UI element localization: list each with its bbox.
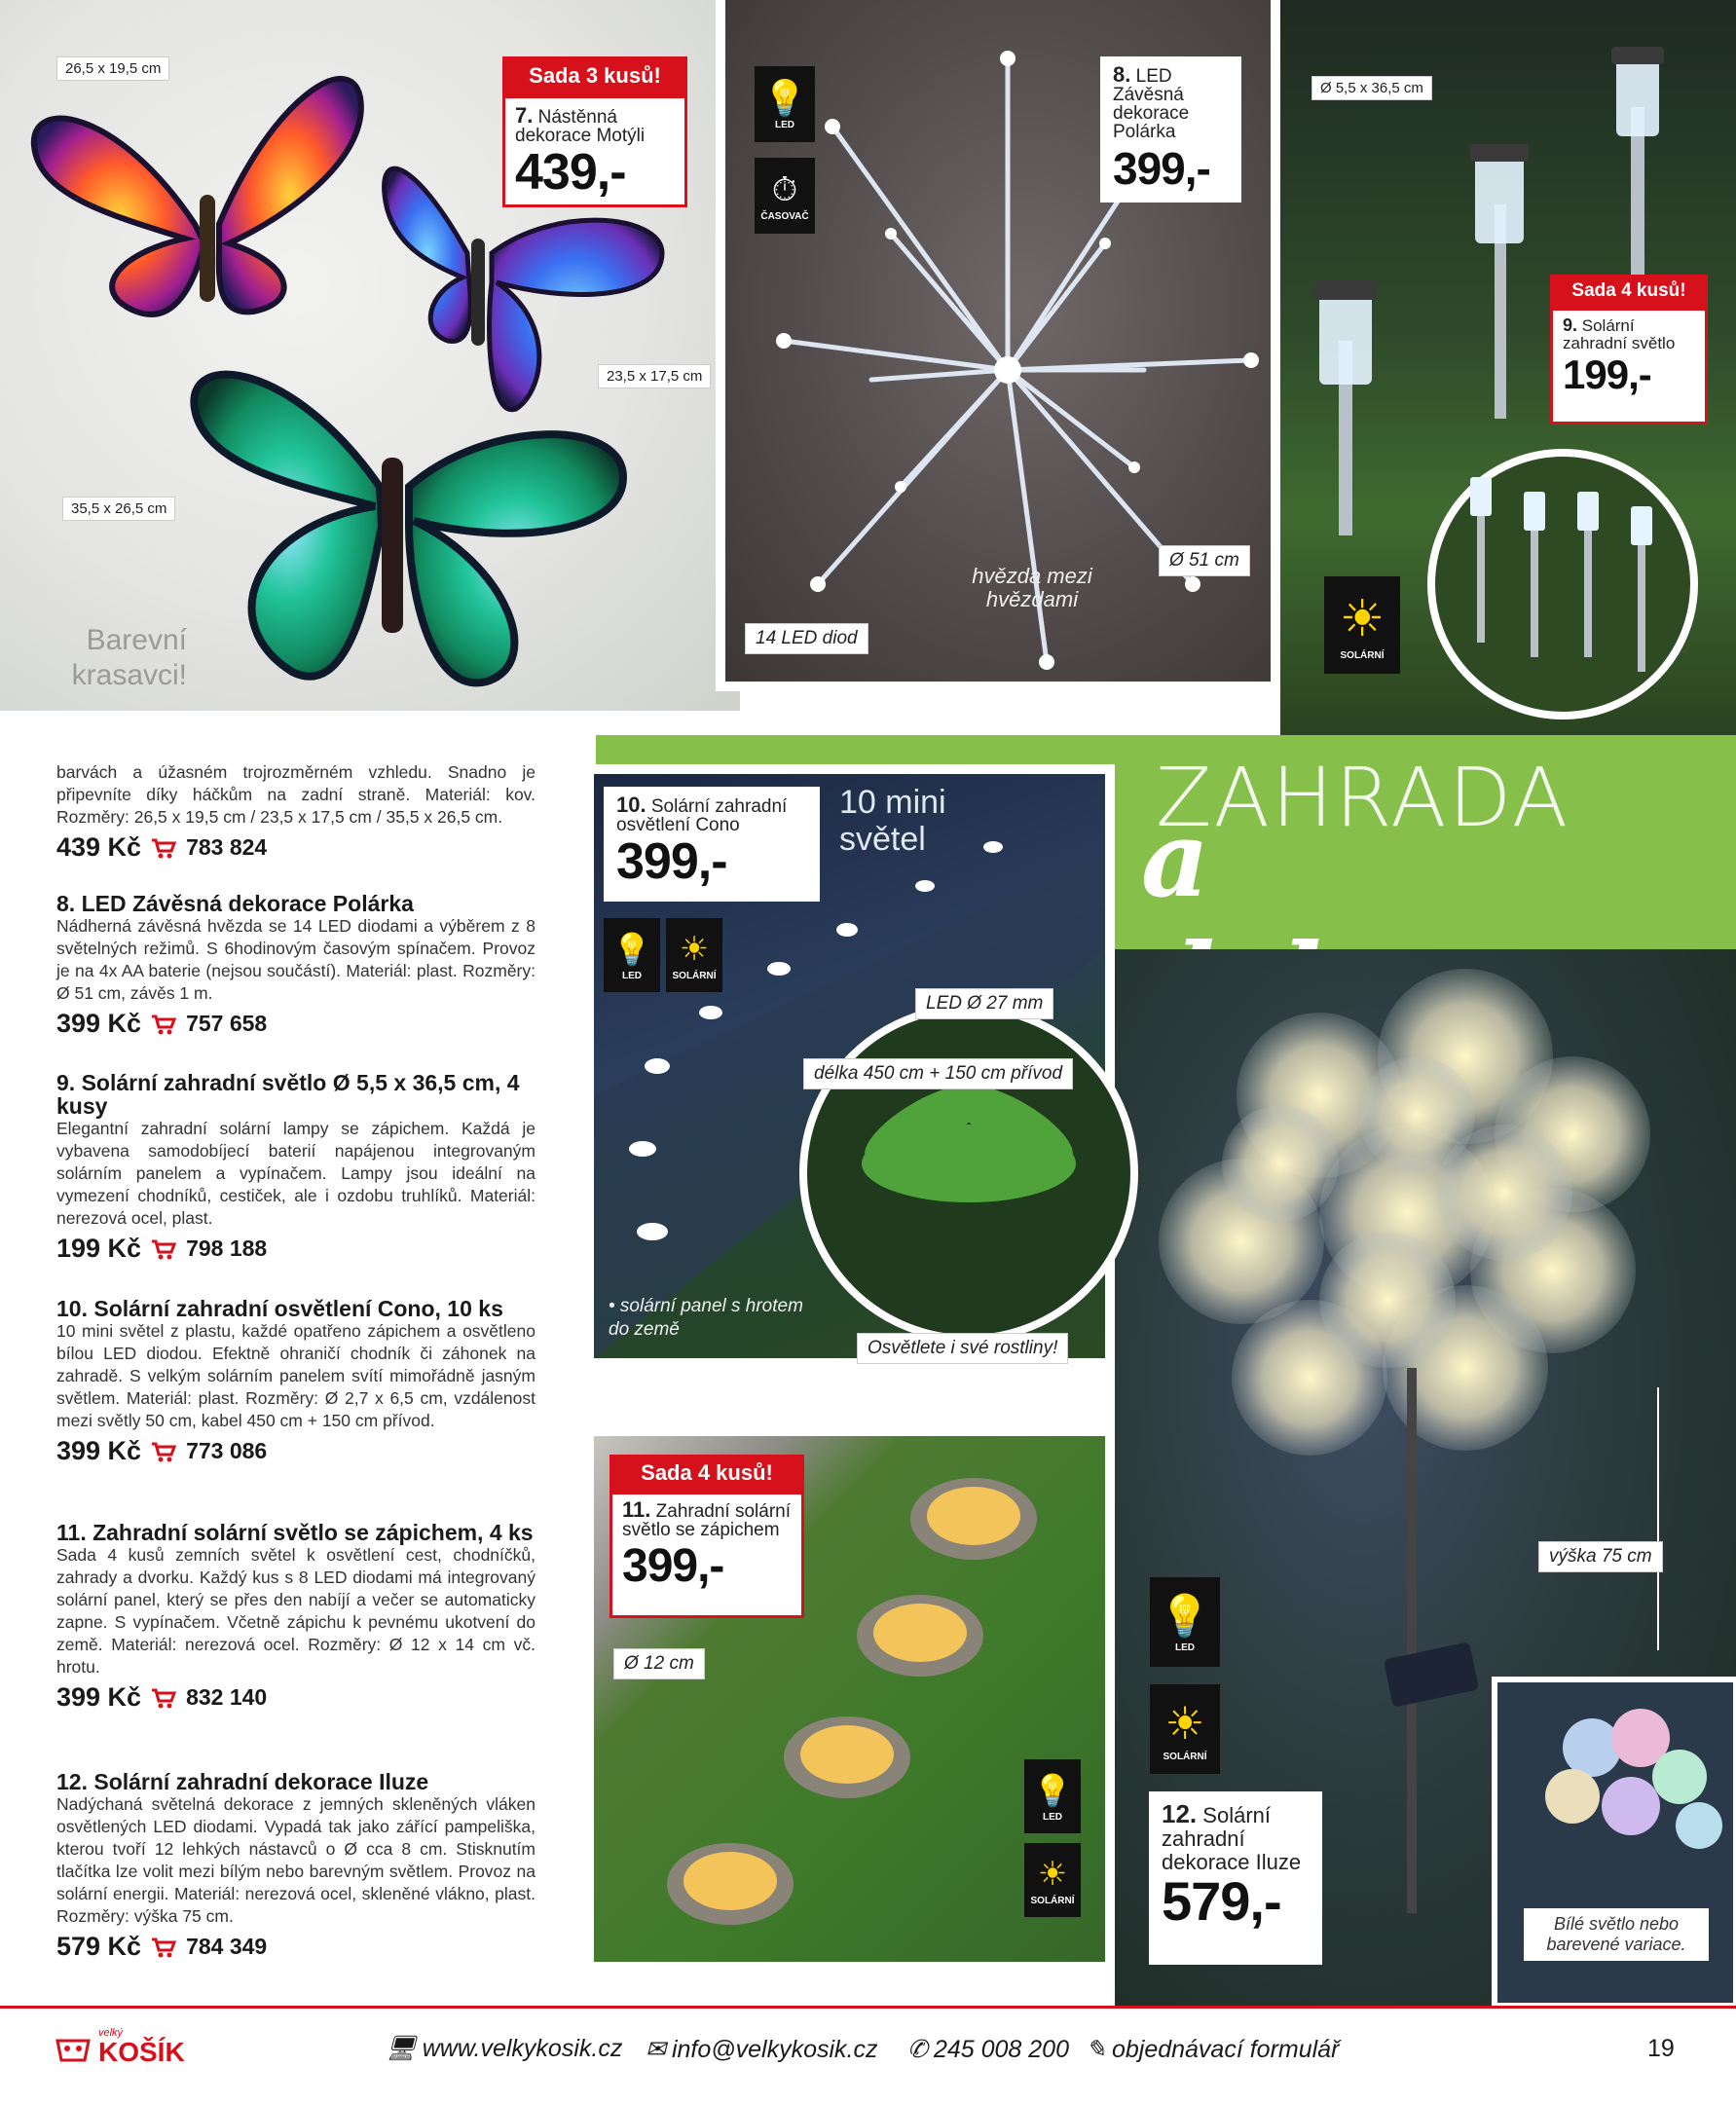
entry-title: 11. Zahradní solární světlo se zápichem, 4 ks — [56, 1520, 534, 1545]
length-tag-10: délka 450 cm + 150 cm přívod — [803, 1058, 1073, 1089]
product-number: 8. — [1113, 62, 1131, 87]
entry-price: 439 Kč — [56, 832, 142, 862]
footer-web[interactable] — [386, 2035, 622, 2063]
set-banner-7: Sada 3 kusů! — [502, 56, 687, 95]
entry-code: 783 824 — [186, 834, 268, 860]
email-link[interactable]: info@velkykosik.cz — [671, 2035, 878, 2063]
entry-code: 773 086 — [186, 1438, 268, 1463]
solar-badge-10: ☀ SOLÁRNÍ — [666, 918, 722, 992]
product-price: 439,- — [515, 144, 626, 201]
catalog-entry-10 — [56, 1297, 536, 1466]
led-badge-11: 💡 LED — [1024, 1759, 1081, 1833]
entry-price-row — [56, 1234, 536, 1264]
entry-price: 199 Kč — [56, 1234, 142, 1263]
price-box-12 — [1149, 1791, 1322, 1965]
product-name: LED Závěsná dekorace Polárka — [1113, 66, 1190, 142]
entry-title: 10. Solární zahradní osvětlení Cono, 10 ks — [56, 1296, 503, 1321]
catalog-entry-8 — [56, 892, 536, 1039]
basket-logo-icon — [54, 2027, 92, 2066]
footer-phone[interactable] — [907, 2035, 1069, 2064]
timer-badge-8: ⏱ ČASOVAČ — [755, 158, 815, 234]
product-name: Zahradní solární světlo se zápichem — [622, 1501, 792, 1540]
form-icon: ✎ — [1086, 2036, 1106, 2063]
solar-badge-9: ☀ SOLÁRNÍ — [1324, 576, 1400, 674]
size-tag-small: 26,5 x 19,5 cm — [56, 56, 169, 81]
entry-description: Elegantní zahradní solární lampy se zápichem. Každá je vybavena samodobíjecí baterií napájenou integrovaným solárním panelem a vypínačem. Lampy jsou ideální na vymezení chodníků, cestiček, ale i ozdobu truhlíků. Materiál: nerezová ocel, plast. — [56, 1119, 536, 1228]
cart-icon[interactable] — [151, 1687, 176, 1709]
product-number: 10. — [616, 793, 646, 817]
size-tag-medium: 23,5 x 17,5 cm — [598, 364, 711, 388]
phone-icon: ✆ — [907, 2036, 928, 2063]
sun-icon: ☀ — [1164, 1697, 1205, 1749]
product-price: 199,- — [1563, 351, 1651, 397]
section-title-line2: a — [1141, 798, 1209, 921]
product-name: Nástěnná dekorace Motýli — [515, 107, 646, 146]
product-name: Solární zahradní dekorace Iluze — [1162, 1803, 1302, 1874]
product-number: 12. — [1162, 1799, 1198, 1828]
entry-code: 798 188 — [186, 1236, 268, 1261]
size-tag-11: Ø 12 cm — [613, 1648, 705, 1679]
product-price: 399,- — [622, 1540, 724, 1592]
web-link[interactable]: www.velkykosik.cz — [422, 2035, 623, 2062]
cono-headline: 10 mini světel — [839, 784, 946, 858]
entry-price: 399 Kč — [56, 1009, 142, 1038]
catalog-entry-9 — [56, 1071, 536, 1264]
catalog-entry-7 — [56, 761, 536, 863]
product-number: 9. — [1563, 315, 1578, 335]
entry-description: barvách a úžasném trojrozměrném vzhledu. Snadno je připevníte díky háčkům na zadní straně. Materiál: kov. Rozměry: 26,5 x 19,5 cm / 23,5 x 17,5 cm / 35,5 x 26,5 cm. — [56, 762, 536, 827]
product-name: Solární zahradní osvětlení Cono — [616, 796, 788, 835]
page-number: 19 — [1647, 2035, 1675, 2062]
cart-icon[interactable] — [151, 1937, 176, 1958]
brand-logo[interactable] — [54, 2027, 185, 2066]
section-title-line1: ZAHRADA — [1156, 750, 1570, 845]
price-box-7 — [502, 95, 687, 207]
diameter-tag-8: Ø 51 cm — [1159, 545, 1250, 576]
monitor-icon: 🖥 — [386, 2035, 417, 2062]
cart-icon[interactable] — [151, 1238, 176, 1260]
logo-text: KOŠÍK — [98, 2036, 185, 2067]
sun-icon: ☀ — [1037, 1855, 1068, 1893]
sun-icon: ☀ — [679, 930, 710, 968]
cono-caption: • solární panel s hrotem do země — [609, 1296, 803, 1340]
product-number: 11. — [622, 1497, 651, 1522]
size-tag-large: 35,5 x 26,5 cm — [62, 497, 175, 521]
entry-description: 10 mini světel z plastu, každé opatřeno zápichem a osvětleno bílou LED diodou. Efektně ohraničí chodník či záhonek na zahradě. S velkým solárním panelem svítí mimořádně jasným světlem. Materiál: plast. Rozměry: Ø 2,7 x 6,5 cm, vzdálenost mezi světly 50 cm, kabel 450 cm + 150 cm přívod. — [56, 1321, 536, 1430]
entry-description: Nádherná závěsná hvězda se 14 LED diodami a výběrem z 8 světelných režimů. S 6hodinovým časovým spínačem. Provoz je na 4x AA baterie (nejsou součástí). Materiál: plast. Rozměry: Ø 51 cm, závěs 1 m. — [56, 916, 536, 1003]
catalog-entry-11 — [56, 1521, 536, 1713]
bulb-icon: 💡 — [612, 931, 651, 967]
price-box-10 — [604, 787, 820, 902]
led-badge-8: 💡 LED — [755, 66, 815, 142]
price-box-8 — [1100, 56, 1241, 203]
product-number: 7. — [515, 103, 534, 128]
product-price: 579,- — [1162, 1870, 1281, 1932]
entry-price-row — [56, 1682, 536, 1713]
product-name: Solární zahradní světlo — [1563, 316, 1676, 352]
entry-title: 8. LED Závěsná dekorace Polárka — [56, 891, 414, 916]
solar-badge-12: ☀ SOLÁRNÍ — [1150, 1684, 1220, 1774]
led-badge-10: 💡 LED — [604, 918, 660, 992]
star-caption: hvězda mezi hvězdami — [972, 564, 1092, 611]
entry-title: 12. Solární zahradní dekorace Iluze — [56, 1769, 429, 1794]
footer-form[interactable] — [1086, 2035, 1339, 2064]
entry-price-row — [56, 1009, 536, 1039]
set-banner-11: Sada 4 kusů! — [609, 1455, 804, 1492]
cart-icon[interactable] — [151, 837, 176, 859]
envelope-icon: ✉ — [646, 2036, 666, 2063]
set-banner-9: Sada 4 kusů! — [1550, 275, 1708, 308]
entry-price: 399 Kč — [56, 1436, 142, 1465]
product-price: 399,- — [1113, 143, 1210, 194]
footer — [0, 2006, 1736, 2103]
footer-divider — [0, 2006, 1736, 2009]
price-box-11 — [609, 1492, 804, 1618]
footer-email[interactable] — [646, 2035, 878, 2064]
led-size-tag-10: LED Ø 27 mm — [915, 988, 1053, 1019]
timer-icon: ⏱ — [771, 170, 798, 208]
entry-code: 757 658 — [186, 1011, 268, 1036]
entry-price: 399 Kč — [56, 1682, 142, 1712]
solar-badge-11: ☀ SOLÁRNÍ — [1024, 1843, 1081, 1917]
price-box-9 — [1550, 308, 1708, 424]
bulb-icon: 💡 — [762, 77, 807, 118]
led-count-tag: 14 LED diod — [745, 623, 868, 654]
entry-code: 784 349 — [186, 1934, 268, 1959]
phone-number[interactable]: 245 008 200 — [933, 2035, 1069, 2063]
entry-description: Nadýchaná světelná dekorace z jemných skleněných vláken osvětlených LED diodami. Vypadá tak jako zářící pampeliška, kterou tvoří 12 lehkých nástavců o Ø cca 8 cm. Stisknutím tlačítka lze volit mezi bílým nebo barevným světlem. Provoz na solární energii. Materiál: nerezová ocel, skleněné vlákno, plast. Rozměry: výška 75 cm. — [56, 1794, 536, 1926]
entry-code: 832 140 — [186, 1684, 268, 1710]
plants-tag-10: Osvětlete i své rostliny! — [857, 1333, 1068, 1364]
order-form-link[interactable]: objednávací formulář — [1111, 2035, 1340, 2063]
height-tag-12: výška 75 cm — [1538, 1541, 1663, 1572]
cart-icon[interactable] — [151, 1441, 176, 1462]
inset-caption-12: Bílé světlo nebo barevené variace. — [1524, 1908, 1709, 1961]
sun-icon: ☀ — [1339, 590, 1385, 647]
led-badge-12: 💡 LED — [1150, 1577, 1220, 1667]
bulb-icon: 💡 — [1033, 1772, 1072, 1808]
cart-icon[interactable] — [151, 1014, 176, 1035]
logo-small-text: velký — [98, 2026, 124, 2039]
slogan: Barevní krasavci! — [71, 624, 187, 691]
entry-price-row — [56, 1436, 536, 1466]
entry-description: Sada 4 kusů zemních světel k osvětlení cest, chodníčků, zahrady a dvorku. Každý kus s 8 LED diodami má integrovaný solární panel, který se přes den nabíjí a večer se automaticky zapne. S vypínačem. Včetně zápichu k pevnému ukotvení do země. Materiál: nerezová ocel. Rozměry: Ø 12 x 14 cm vč. hrotu. — [56, 1545, 536, 1677]
catalog-entry-12 — [56, 1770, 536, 1962]
size-tag-9: Ø 5,5 x 36,5 cm — [1311, 76, 1432, 100]
entry-title: 9. Solární zahradní světlo Ø 5,5 x 36,5 cm, 4 kusy — [56, 1070, 520, 1119]
entry-price: 579 Kč — [56, 1932, 142, 1961]
bulb-icon: 💡 — [1159, 1592, 1211, 1639]
product-price: 399,- — [616, 833, 727, 890]
entry-price-row — [56, 1932, 536, 1962]
entry-price-row — [56, 832, 536, 863]
